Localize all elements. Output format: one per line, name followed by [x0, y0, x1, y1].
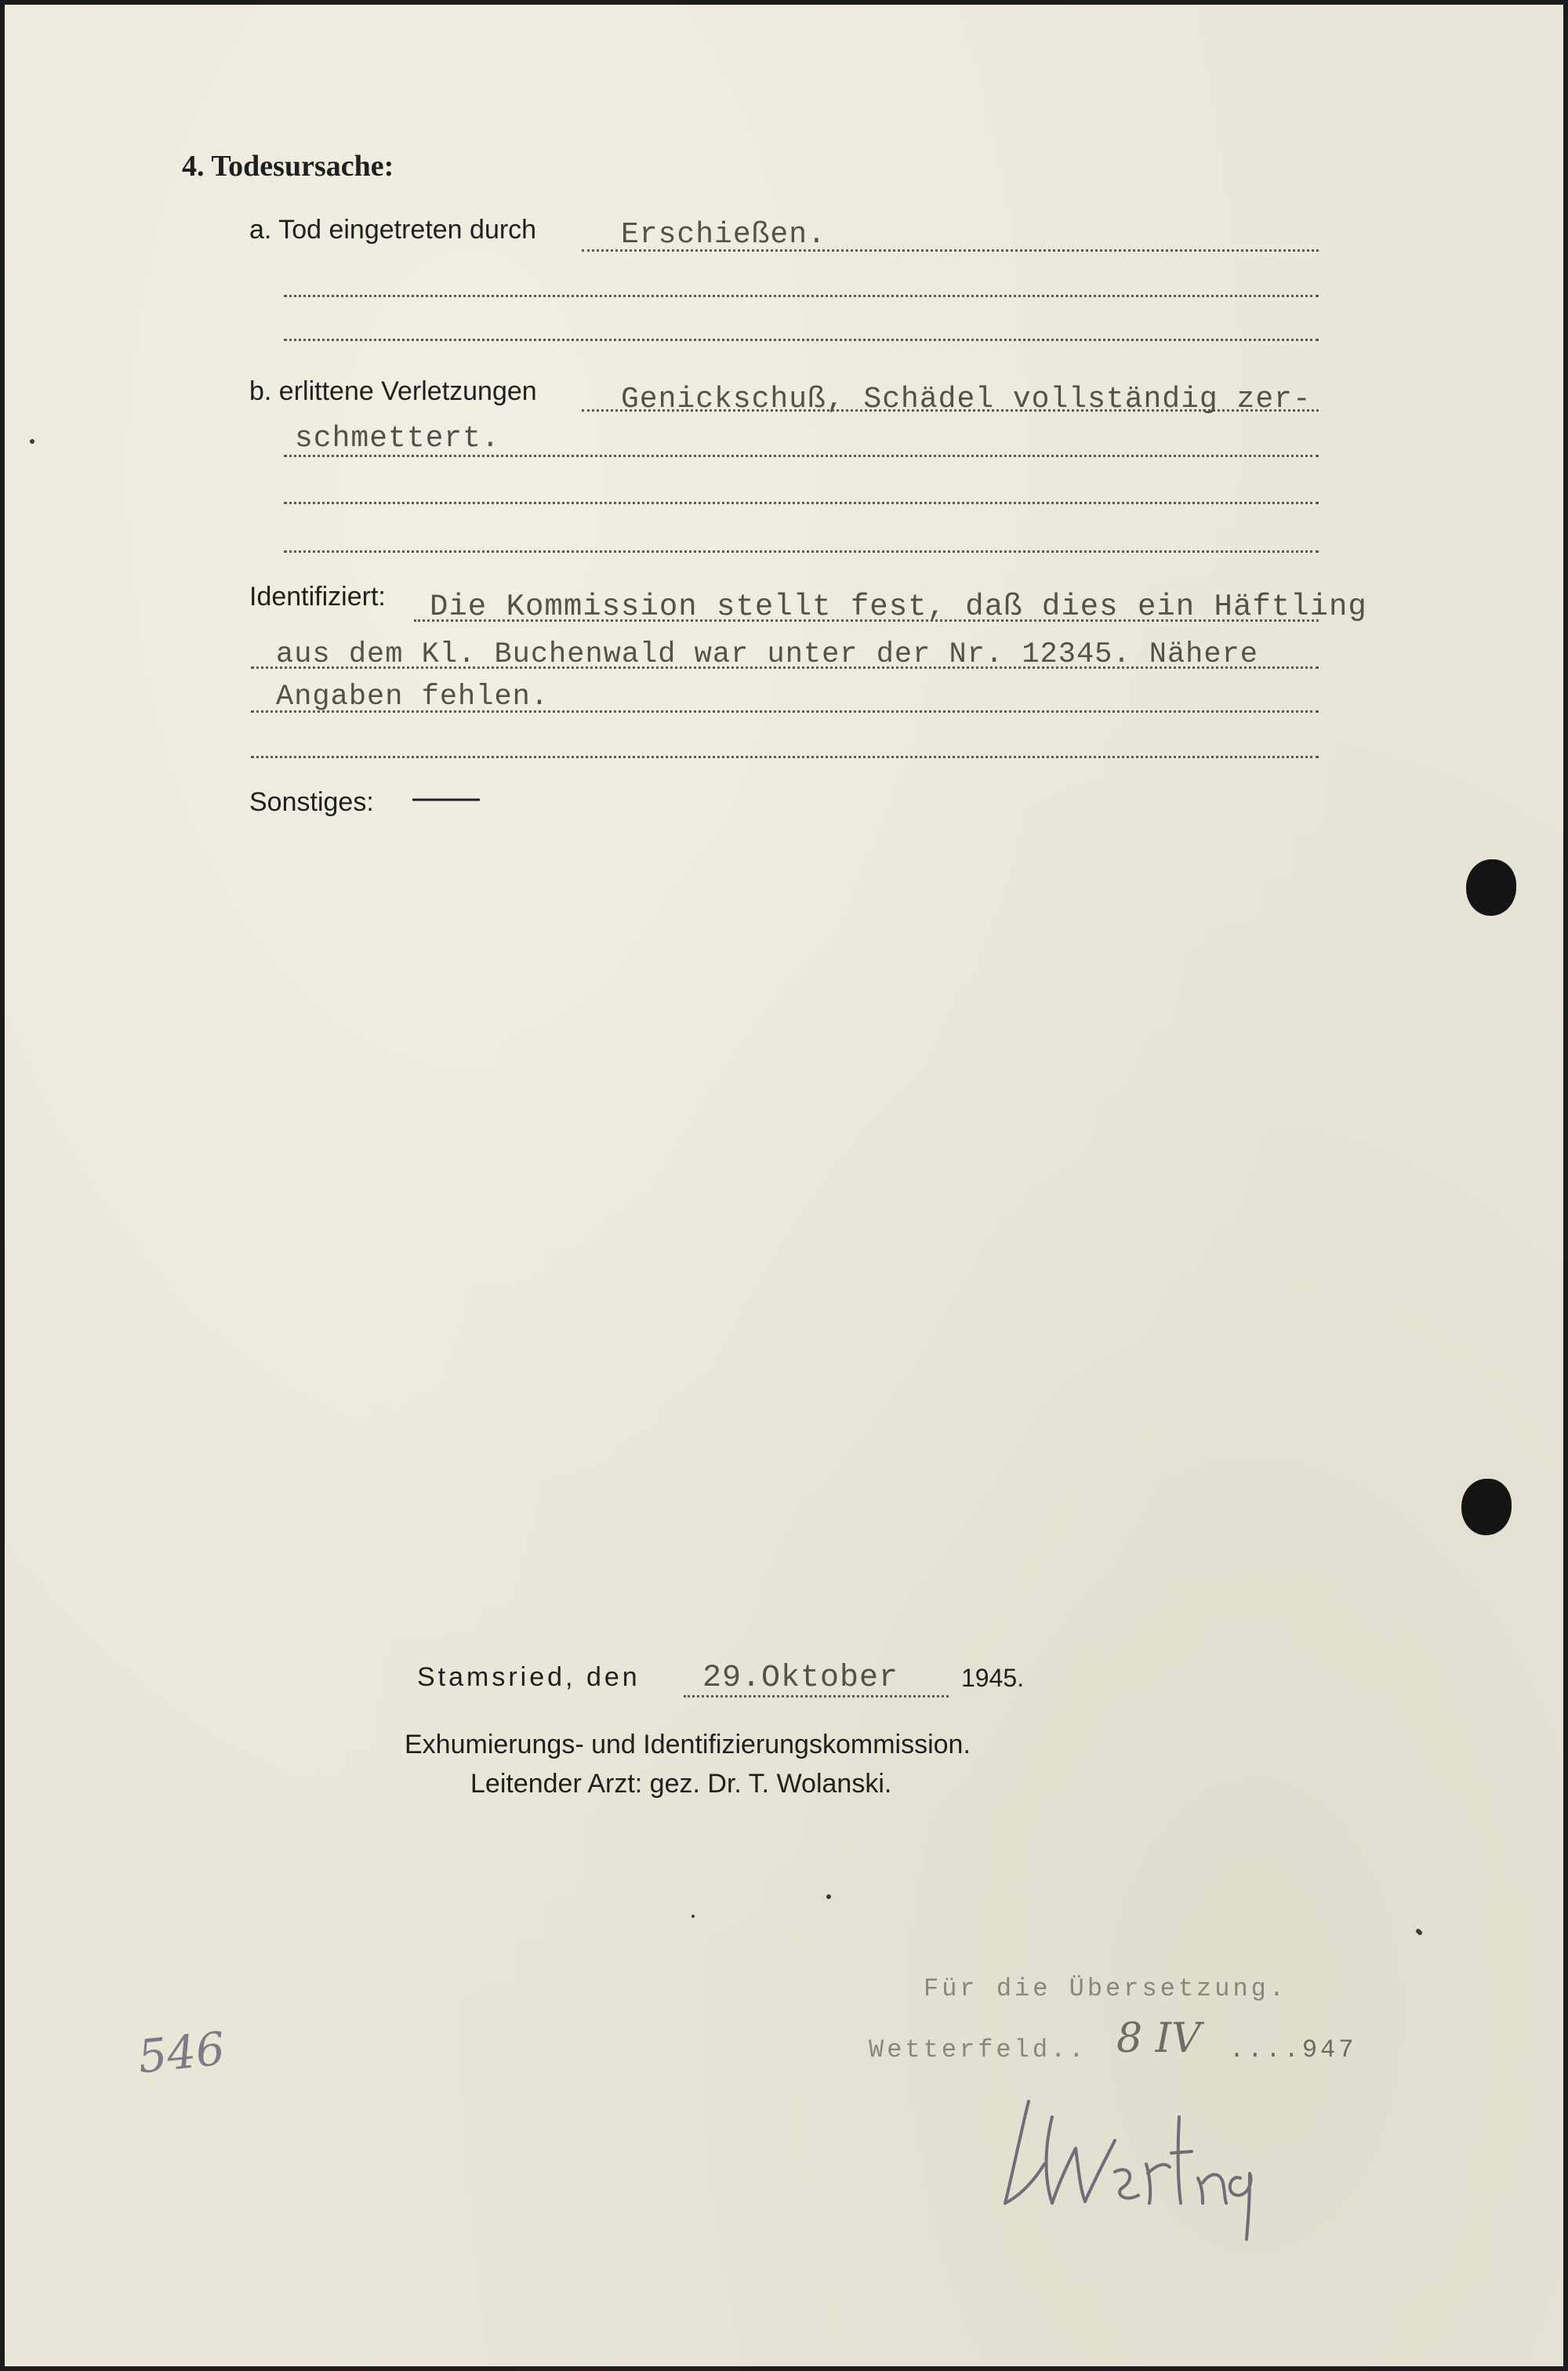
identified-line2: aus dem Kl. Buchenwald war unter der Nr. 12345. Nähere: [276, 638, 1258, 671]
punch-hole: [1461, 1479, 1512, 1535]
speck: [691, 1915, 695, 1918]
injuries-label: b. erlittene Verletzungen: [249, 376, 537, 406]
identified-line1: Die Kommission stellt fest, daß dies ein Häftling: [430, 590, 1367, 624]
lead-doctor: Leitender Arzt: gez. Dr. T. Wolanski.: [470, 1769, 892, 1799]
translation-stamp-date-handwritten: 8 IV: [1116, 2015, 1201, 2062]
commission-name: Exhumierungs- und Identifizierungskommission.: [405, 1730, 971, 1759]
dotted-line: [284, 550, 1319, 553]
other-label: Sonstiges:: [249, 787, 374, 817]
injuries-value-line1: Genickschuß, Schädel vollständig zer-: [621, 383, 1312, 416]
cause-of-death-label: a. Tod eingetreten durch: [249, 215, 537, 245]
dotted-line: [284, 295, 1319, 297]
identified-line3: Angaben fehlen.: [276, 681, 550, 713]
dotted-line: [284, 502, 1319, 504]
signature-scribble: [997, 2086, 1279, 2242]
punch-hole: [1466, 859, 1516, 916]
section-title: 4. Todesursache:: [182, 150, 394, 183]
cause-of-death-value: Erschießen.: [621, 218, 826, 252]
margin-number: 546: [135, 2021, 227, 2084]
other-value: ———: [412, 786, 478, 812]
injuries-value-line2: schmettert.: [295, 422, 500, 456]
identified-label: Identifiziert:: [249, 582, 386, 612]
dotted-line: [284, 339, 1319, 341]
translation-stamp-year: ....947: [1229, 2035, 1357, 2064]
date-typed: 29.Oktober: [702, 1661, 899, 1696]
speck: [30, 439, 34, 444]
dotted-line: [251, 756, 1319, 758]
translation-stamp-line1: Für die Übersetzung.: [924, 1974, 1288, 2003]
place-date-prefix: Stamsried, den: [417, 1662, 641, 1692]
speck: [826, 1894, 831, 1899]
speck: [1416, 1929, 1421, 1933]
translation-stamp-place: Wetterfeld..: [869, 2035, 1087, 2064]
date-year: 1945.: [961, 1664, 1025, 1692]
